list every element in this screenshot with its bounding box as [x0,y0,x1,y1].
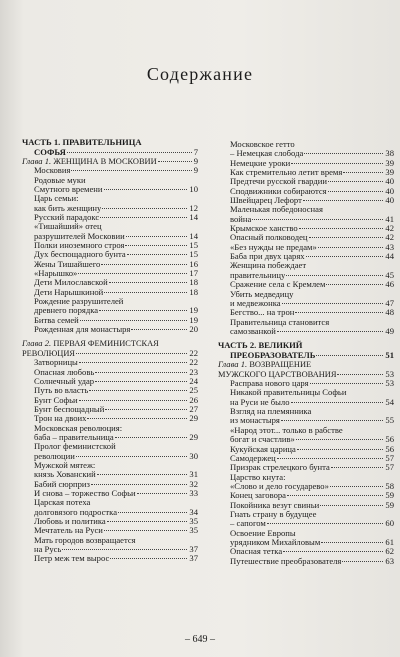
toc-entry-title: Опасный полководец [230,233,308,243]
toc-entry-title: – Немецкая слобода [230,149,304,159]
toc-entry-page: 37 [189,553,198,564]
chapter-label: Глава 2. [22,338,52,349]
toc-entry-page: 42 [385,232,394,243]
toc-entry-title: Как стремительно летит время [230,168,343,178]
toc-entry [22,386,198,395]
toc-entry-title: Путешествие преобразователя [230,556,342,566]
toc-entry-title: Дети Милославской [34,278,108,288]
toc-entry-page: 9 [193,155,198,166]
toc-entry [22,306,198,315]
toc-entry [218,243,394,252]
dot-leader [125,245,187,246]
toc-entry-page: 39 [385,167,394,178]
toc-entry-page: 59 [385,490,394,501]
toc-entry-title: Немецкие уроки [230,158,291,168]
toc-entry-title: Затворницы [34,358,78,368]
dot-leader [78,273,187,274]
toc-entry [22,148,198,157]
toc-entry-page: 26 [189,394,198,405]
toc-entry-page: 18 [189,286,198,297]
toc-entry-line: Московская революция: [34,422,123,433]
toc-entry-title: Петр меж тем вырос [34,554,110,564]
toc-entry [218,538,394,547]
toc-entry [22,269,198,278]
toc-entry-page: 57 [385,462,394,473]
toc-entry-page: 10 [189,183,198,194]
toc-entry-page: 30 [189,450,198,461]
toc-entry-page: 43 [385,241,394,252]
toc-entry [22,260,198,269]
toc-entry [218,491,394,500]
dot-leader [89,390,187,391]
dot-leader [320,505,383,506]
dot-leader [337,374,383,375]
dot-leader [267,523,384,524]
toc-entry [218,159,394,168]
toc-entry-page: 49 [385,325,394,336]
dot-leader [104,530,188,531]
dot-leader [99,310,187,311]
toc-entry [218,224,394,233]
toc-entry-line: Рождение разрушителей [34,296,124,307]
dot-leader [277,331,384,332]
toc-entry [22,554,198,563]
dot-leader [291,402,384,403]
toc-entry-page: 18 [189,277,198,288]
toc-entry-page: 53 [385,368,394,379]
page-number: – 649 – [185,634,215,645]
toc-entry-line: «Народ этот... только в рабстве [230,424,343,435]
toc-entry-page: 19 [189,314,198,325]
toc-entry [218,177,394,186]
dot-leader [318,247,384,248]
toc-entry-title: долговязого подростка [34,507,118,517]
toc-entry-page: 38 [385,148,394,159]
toc-entry-page: 46 [385,279,394,290]
toc-entry-page: 40 [385,185,394,196]
toc-entry [22,480,198,489]
toc-entry-line: Царство кнута: [230,471,286,482]
toc-entry-page: 55 [385,415,394,426]
dot-leader [100,217,187,218]
dot-leader [277,458,384,459]
toc-entry-line: Женщина побеждает [230,260,307,271]
toc-entry-title: Баба при двух царях [230,252,305,262]
dot-leader [95,372,187,373]
toc-entry-page: 40 [385,195,394,206]
dot-leader [291,163,383,164]
toc-entry-title: – сапогом [230,519,266,529]
toc-entry-line: Московское гетто [230,139,295,149]
toc-entry-line: Мать городов возвращается [34,534,136,545]
toc-entry-title: Покойника везут свиньи [230,500,320,510]
toc-entry-title: на Руси не было [230,397,290,407]
toc-left-column [22,138,198,564]
toc-entry [22,358,198,367]
toc-entry-title: Расправа нового царя [230,379,309,389]
part-heading-line: ЧАСТЬ 2. ВЕЛИКИЙ [218,340,303,351]
toc-entry-title: Любовь и политика [34,517,106,526]
dot-leader [101,264,187,265]
toc-entry [218,299,394,308]
toc-entry-title: Самодержец [230,453,276,463]
toc-entry-title: баба – правительница [34,432,114,442]
toc-entry-page: 40 [385,176,394,187]
toc-entry-title: ПРЕОБРАЗОВАТЕЛЬ [230,350,316,360]
dot-leader [95,381,187,382]
toc-entry-title: Опасная тетка [230,547,283,557]
dot-leader [87,418,187,419]
toc-entry-page: 42 [385,223,394,234]
toc-entry-page: 17 [189,268,198,279]
toc-entry-title: из монастыря [230,416,280,426]
toc-entry-page: 16 [189,258,198,269]
toc-entry-title: Швейцарец Лефорт [230,196,302,206]
toc-entry-title: Дух беспощадного бунта [34,250,126,260]
dot-leader [328,181,383,182]
toc-entry-page: 14 [189,230,198,241]
dot-leader [127,254,188,255]
toc-entry-title: Московия [34,166,71,176]
toc-entry [22,204,198,213]
toc-entry [22,470,198,479]
dot-leader [79,400,188,401]
toc-entry-page: 56 [385,443,394,454]
dot-leader [104,292,187,293]
dot-leader [118,512,187,513]
toc-entry [22,545,198,554]
dot-leader [131,329,187,330]
dot-leader [331,467,384,468]
dot-leader [316,355,383,356]
toc-entry [218,271,394,280]
toc-entry-title: на Русь [34,545,62,555]
dot-leader [158,161,192,162]
toc-entry-title: Трон на двоих [34,414,87,424]
toc-entry-line: Царская потеха [34,497,91,508]
dot-leader [104,189,188,190]
toc-entry-page: 27 [189,403,198,414]
toc-entry [22,368,198,377]
page-title: Содержание [146,64,254,84]
toc-entry-line: Убить медведицу [230,288,294,299]
chapter-title: МУЖСКОГО ЦАРСТВОВАНИЯ [218,369,337,379]
toc-entry-title: Дети Нарышкиной [34,287,104,297]
chapter-heading-line [22,339,198,348]
dot-leader [79,362,188,363]
toc-entry-title: Полки иноземного строя [34,241,125,251]
toc-entry-page: 51 [385,349,394,360]
toc-entry-title: СОФЬЯ [34,147,66,157]
toc-entry-page: 59 [385,499,394,510]
dot-leader [67,152,192,153]
toc-entry-page: 19 [189,305,198,316]
toc-entry-title: Мечтатель на Руси [34,526,103,536]
toc-entry-title: война [230,214,252,224]
toc-entry-title: Смутного времени [34,184,103,194]
dot-leader [310,383,384,384]
chapter-label: Глава 1. [218,359,248,370]
toc-entry-page: 15 [189,240,198,251]
toc-entry-title: Призрак стрелецкого бунта [230,463,330,473]
toc-entry-line: Пролог феминистской [34,441,116,452]
toc-entry-title: «Слово и дело государево» [230,481,329,491]
dot-leader [330,486,384,487]
toc-entry-title: Сподвижники собираются [230,186,327,196]
toc-entry-title: князь Хованский [34,470,96,480]
toc-entry-line: Никакой правительницы Софьи [230,387,347,398]
toc-entry-title: «Без нужды не предам» [230,242,317,252]
toc-entry [22,349,198,358]
toc-entry-page: 39 [385,157,394,168]
toc-entry-title: Сражение села с Кремлем [230,280,326,290]
toc-entry-title: разрушителей Московии [34,231,125,241]
toc-entry [22,508,198,517]
toc-entry-page: 48 [385,307,394,318]
toc-entry [22,278,198,287]
dot-leader [326,284,383,285]
dot-leader [287,495,383,496]
toc-entry-page: 14 [189,212,198,222]
toc-entry-page: 58 [385,480,394,491]
toc-entry-page: 22 [189,347,198,358]
toc-entry [22,157,198,166]
toc-entry [218,454,394,463]
toc-entry-page: 20 [189,324,198,335]
toc-entry-title: Рожденная для монастыря [34,325,131,335]
toc-entry-line: Родовые муки [34,174,86,185]
dot-leader [76,353,187,354]
dot-leader [283,551,383,552]
dot-leader [281,420,384,421]
toc-entry-page: 34 [189,506,198,517]
toc-entry-line: Взгляд на племянника [230,406,312,417]
chapter-title: ЖЕНЩИНА В МОСКОВИИ [53,156,157,166]
toc-entry-page: 44 [385,251,394,262]
toc-entry-title [22,157,157,166]
toc-entry-page: 22 [189,357,198,368]
toc-entry-title: как бить женщину [34,203,102,213]
dot-leader [299,228,384,229]
toc-entry [22,241,198,250]
toc-entry-page: 35 [189,516,198,526]
toc-entry-line: «Тишайший» отец [34,221,102,232]
dot-leader [107,521,188,522]
dot-leader [62,549,187,550]
chapter-heading-line [218,360,394,369]
dot-leader [296,439,384,440]
toc-entry [218,233,394,242]
dot-leader [80,320,188,321]
toc-entry-title: Битва семей [34,315,79,325]
toc-entry-page: 7 [193,146,198,157]
toc-entry-title: Бунт Софьи [34,395,78,405]
toc-entry-page: 23 [189,366,198,377]
toc-right-column [218,140,394,566]
dot-leader [295,312,383,313]
toc-entry-title: «Нарышко» [34,269,78,279]
toc-entry [218,445,394,454]
dot-leader [97,474,188,475]
toc-entry-line: Освоение Европы [230,527,296,538]
dot-leader [71,170,191,171]
toc-entry-title: Кукуйская царица [230,444,296,454]
toc-entry [218,547,394,556]
dot-leader [343,172,383,173]
toc-entry [22,316,198,325]
toc-entry-page: 29 [189,413,198,424]
toc-entry-line: Гнать страну в будущее [230,508,317,519]
toc-entry-page: 60 [385,518,394,529]
dot-leader [137,493,188,494]
toc-entry [218,482,394,491]
toc-entry-title: революции [34,451,75,461]
dot-leader [105,409,187,410]
dot-leader [252,219,383,220]
dot-leader [91,484,188,485]
toc-entry-page: 62 [385,546,394,557]
dot-leader [342,561,383,562]
toc-entry-title: самозванкой [230,326,276,336]
toc-entry-line: Мужской мятеж: [34,459,96,470]
toc-entry [22,232,198,241]
toc-entry [218,187,394,196]
chapter-title: ПЕРВАЯ ФЕМИНИСТСКАЯ [53,339,159,349]
toc-entry-title: Солнечный удар [34,376,95,386]
toc-entry-title: Путь во власть [34,386,89,396]
toc-entry [22,377,198,386]
dot-leader [328,191,384,192]
dot-leader [309,237,384,238]
toc-entry-page: 33 [189,487,198,498]
toc-entry [218,435,394,444]
dot-leader [297,449,384,450]
toc-entry-page: 35 [189,525,198,536]
toc-entry-page: 25 [189,385,198,396]
toc-entry-title: Бегство... на трон [230,308,295,318]
toc-entry-line: Маленькая победоносная [230,204,323,215]
toc-entry [22,325,198,334]
dot-leader [286,275,383,276]
toc-entry-page: 45 [385,269,394,280]
toc-entry-line: Правительница становится [230,316,330,327]
toc-entry-page: 31 [189,469,198,480]
dot-leader [306,256,384,257]
toc-entry [218,168,394,177]
toc-entry-title: богат и счастлив» [230,435,295,445]
toc-entry-title: правительницу [230,270,286,280]
dot-leader [321,542,383,543]
toc-entry-title: Русский парадокс [34,213,100,222]
dot-leader [76,456,188,457]
dot-leader [282,303,384,304]
toc-entry-title: древнего порядка [34,306,99,316]
toc-entry-title: Жены Тишайшего [34,259,101,269]
part-heading [22,138,198,148]
toc-entry-title: Предтечи русской гвардии [230,177,327,187]
toc-entry-title: Конец заговора [230,491,286,501]
toc-entry-title: Бабий сюрприз [34,479,90,489]
dot-leader [303,200,384,201]
toc-entry [218,557,394,566]
dot-leader [115,437,188,438]
toc-entry [218,149,394,158]
toc-entry-page: 9 [193,165,198,176]
chapter-title: РЕВОЛЮЦИЯ [22,348,75,358]
chapter-title: ВОЗВРАЩЕНИЕ [249,360,312,370]
toc-entry-page: 63 [385,555,394,566]
toc-entry-page: 29 [189,431,198,442]
toc-entry-page: 54 [385,396,394,407]
dot-leader [304,153,383,154]
toc-entry-page: 12 [189,202,198,213]
toc-entry [22,517,198,526]
toc-entry-page: 37 [189,544,198,555]
toc-entry-title: и медвежонка [230,298,281,308]
toc-entry-page: 61 [385,536,394,547]
toc-entry-page: 41 [385,213,394,224]
dot-leader [110,558,187,559]
toc-entry [218,327,394,336]
toc-entry-line: Царь семьи: [34,193,79,204]
toc-entry-page: 56 [385,434,394,445]
dot-leader [109,282,188,283]
toc-entry [218,370,394,379]
toc-entry-page: 32 [189,478,198,489]
toc-entry [22,405,198,414]
toc-entry [22,396,198,405]
toc-entry [218,215,394,224]
toc-entry-page: 57 [385,452,394,463]
toc-entry-page: 47 [385,297,394,308]
toc-entry-title: И снова – торжество Софьи [34,488,136,498]
toc-entry-page: 24 [189,375,198,386]
toc-entry [22,250,198,259]
toc-entry-title: Бунт беспощадный [34,404,105,414]
toc-entry-page: 15 [189,249,198,260]
dot-leader [126,236,188,237]
part-heading [218,341,394,360]
chapter-label: Глава 1. [22,156,52,166]
toc-entry-title: Опасная любовь [34,367,95,377]
toc-entry-page: 53 [385,378,394,389]
toc-entry-title: урядником Михайловым [230,537,321,547]
part-heading-line: ЧАСТЬ 1. ПРАВИТЕЛЬНИЦА [22,137,142,147]
dot-leader [102,208,187,209]
toc-entry-title: Крымское ханство [230,224,298,234]
